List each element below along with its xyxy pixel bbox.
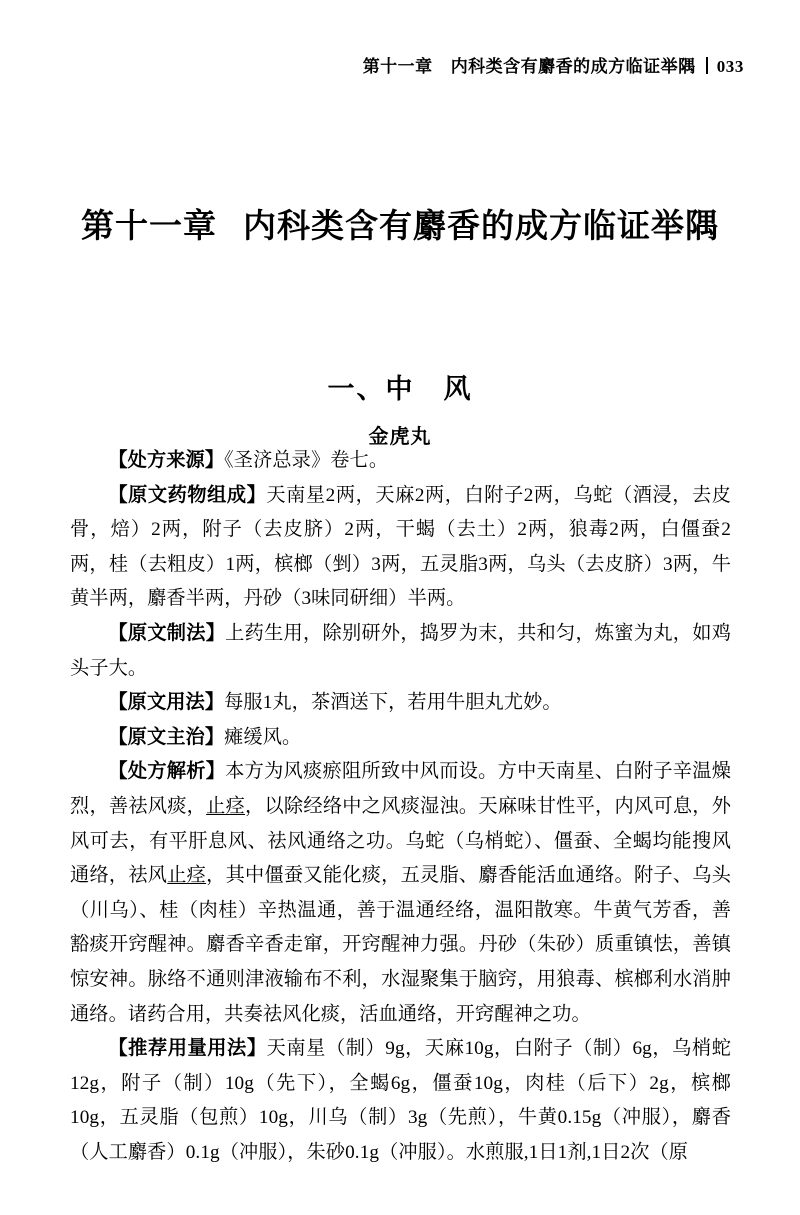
paragraph-preparation [70,617,731,686]
label-preparation: 【原文制法】 [108,622,226,644]
running-head-separator [706,57,708,74]
formula-name-heading: 金虎丸 [368,426,432,448]
label-prescription-source: 【处方来源】 [108,450,225,471]
paragraph-usage [70,686,731,721]
text-usage: 每服1丸，茶酒送下，若用牛胆丸尤妙。 [224,692,562,714]
label-composition: 【原文药物组成】 [108,484,267,506]
section-heading: 一、中 风 [327,374,473,405]
paragraph-indication [70,721,731,756]
text-indication: 瘫缓风。 [224,726,302,748]
text-analysis-part1: 本方为风痰瘀阻所致中风而设。方中天南星、白附子辛温燥烈，善祛风痰， [70,761,731,817]
page-number: 033 [716,57,744,76]
label-analysis: 【处方解析】 [108,761,226,783]
chapter-number: 第十一章 [81,209,217,246]
body-text-block [70,444,731,1170]
label-usage: 【原文用法】 [108,692,225,714]
text-analysis-part2: ，以除经络中之风痰湿浊。天麻味甘性平，内风可息，外风可去，有平肝息风、祛风通络之功。乌蛇（乌梢蛇）、僵蚕、全蝎均能搜风通络，祛风 [70,795,732,887]
text-preparation: 上药生用，除别研外，捣罗为末，共和匀，炼蜜为丸，如鸡头子大。 [70,622,731,679]
text-analysis-underline-1: 止痉 [206,795,246,817]
text-recommended-dosage: 天南星（制）9g，天麻10g，白附子（制）6g，乌梢蛇12g，附子（制）10g（先下），全蝎6g，僵蚕10g，肉桂（后下）2g，槟榔10g，五灵脂（包煎）10g，川乌（制）3g（先煎），牛黄0.15g（冲服），麝香（人工麝香）0.1g（冲服），朱砂0.1g（冲服）。水煎服,1日1剂,1日2次（原 [70,1038,731,1163]
label-recommended-dosage: 【推荐用量用法】 [108,1038,267,1060]
text-analysis-underline-2: 止痉 [167,865,207,887]
paragraph-composition [70,479,731,617]
running-head-chapter: 第十一章 [362,57,433,76]
paragraph-analysis [70,755,731,1032]
chapter-title-text: 内科类含有麝香的成方临证举隅 [243,209,719,246]
text-composition: 天南星2两，天麻2两，白附子2两，乌蛇（酒浸，去皮骨，焙）2两，附子（去皮脐）2两，干蝎（去土）2两，狼毒2两，白僵蚕2两，桂（去粗皮）1两，槟榔（剉）3两，五灵脂3两，乌头（去皮脐）3两，牛黄半两，麝香半两，丹砂（3味同研细）半两。 [70,484,731,610]
page-title [0,200,800,247]
label-indication: 【原文主治】 [108,726,225,748]
paragraph-recommended-dosage [70,1032,731,1170]
text-prescription-source: 《圣济总录》卷七。 [224,450,389,471]
paragraph-prescription-source [70,444,731,479]
running-head [0,52,744,77]
text-analysis-part3: ，其中僵蚕又能化痰，五灵脂、麝香能活血通络。附子、乌头（川乌）、桂（肉桂）辛热温通，善于温通经络，温阳散寒。牛黄气芳香，善豁痰开窍醒神。麝香辛香走窜，开窍醒神力强。丹砂（朱砂）质重镇怯，善镇惊安神。脉络不通则津液输布不利，水湿聚集于脑窍，用狼毒、槟榔利水消肿通络。诸药合用，共奏祛风化痰，活血通络，开窍醒神之功。 [70,865,732,1025]
running-head-title: 内科类含有麝香的成方临证举隅 [450,57,696,76]
